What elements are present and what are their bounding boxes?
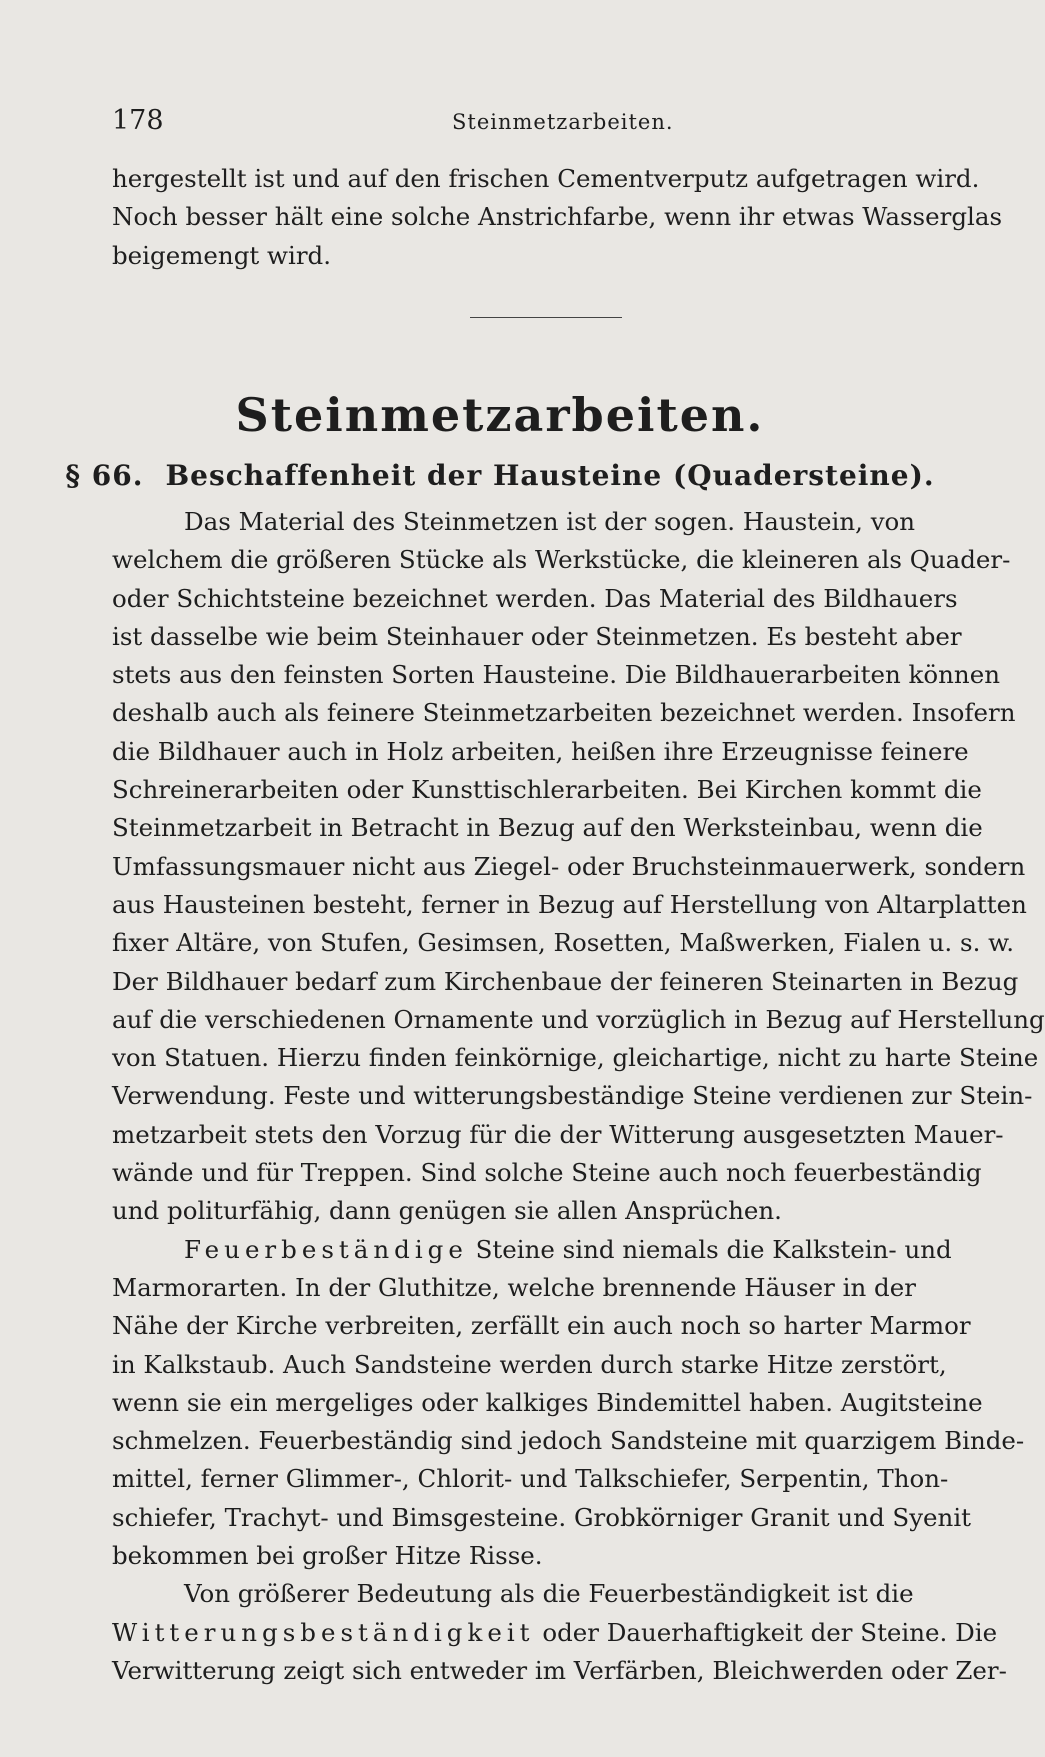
text-line: auf die verschiedenen Ornamente und vorzüglich in Bezug auf Herstellung	[112, 1004, 1045, 1034]
text-line: Marmorarten. In der Gluthitze, welche brennende Häuser in der	[112, 1272, 916, 1302]
text-line: beigemengt wird.	[112, 240, 332, 270]
text-line: aus Hausteinen besteht, ferner in Bezug auf Herstellung von Altarplatten	[112, 889, 1027, 919]
running-title: Steinmetzarbeiten.	[452, 110, 674, 134]
spaced-emphasis: Witterungsbeständigkeit	[112, 1617, 535, 1647]
text-span: Steine sind niemals die Kalkstein- und	[467, 1234, 952, 1264]
text-line: hergestellt ist und auf den frischen Cementverputz aufgetragen wird.	[112, 164, 980, 193]
page-header	[112, 105, 910, 145]
text-line: Schreinerarbeiten oder Kunsttischlerarbeiten. Bei Kirchen kommt die	[112, 775, 982, 805]
text-line: oder Schichtsteine bezeichnet werden. Das Material des Bildhauers	[112, 583, 958, 613]
text-line: ist dasselbe wie beim Steinhauer oder Steinmetzen. Es besteht aber	[112, 621, 962, 651]
section-number: § 66.	[65, 459, 144, 492]
text-line: in Kalkstaub. Auch Sandsteine werden durch starke Hitze zerstört,	[112, 1349, 947, 1379]
intro-text	[112, 160, 1003, 275]
text-line	[112, 1231, 952, 1269]
text-line: fixer Altäre, von Stufen, Gesimsen, Rosetten, Maßwerken, Fialen u. s. w.	[112, 928, 1015, 958]
text-line: wenn sie ein mergeliges oder kalkiges Bindemittel haben. Augitsteine	[112, 1387, 983, 1417]
text-line: die Bildhauer auch in Holz arbeiten, heißen ihre Erzeugnisse feinere	[112, 736, 969, 766]
text-line: wände und für Treppen. Sind solche Steine auch noch feuerbeständig	[112, 1158, 982, 1188]
text-line: Umfassungsmauer nicht aus Ziegel- oder Bruchsteinmauerwerk, sondern	[112, 851, 1026, 881]
section-heading	[0, 459, 1000, 492]
section-title: Beschaffenheit der Hausteine (Quadersteine).	[165, 459, 935, 492]
text-line: stets aus den feinsten Sorten Hausteine. Die Bildhauerarbeiten können	[112, 660, 1000, 690]
separator-rule	[470, 317, 622, 318]
text-line: Nähe der Kirche verbreiten, zerfällt ein auch noch so harter Marmor	[112, 1311, 971, 1341]
text-line: mittel, ferner Glimmer-, Chlorit- und Talkschiefer, Serpentin, Thon-	[112, 1464, 949, 1494]
text-line: welchem die größeren Stücke als Werkstücke, die kleineren als Quader-	[112, 545, 1011, 575]
text-line: deshalb auch als feinere Steinmetzarbeiten bezeichnet werden. Insofern	[112, 698, 1016, 728]
text-line	[112, 1614, 998, 1652]
text-line: Der Bildhauer bedarf zum Kirchenbaue der feineren Steinarten in Bezug	[112, 966, 1019, 996]
text-line: Verwitterung zeigt sich entweder im Verfärben, Bleichwerden oder Zer-	[112, 1655, 1007, 1685]
page-number: 178	[112, 105, 164, 136]
text-span: oder Dauerhaftigkeit der Steine. Die	[534, 1617, 998, 1647]
paragraph-1	[112, 503, 1045, 1690]
text-line: Steinmetzarbeit in Betracht in Bezug auf den Werksteinbau, wenn die	[112, 813, 983, 843]
text-line: und politurfähig, dann genügen sie allen Ansprüchen.	[112, 1196, 782, 1226]
text-line: Noch besser hält eine solche Anstrichfarbe, wenn ihr etwas Wasserglas	[112, 202, 1003, 232]
text-line: von Statuen. Hierzu finden feinkörnige, gleichartige, nicht zu harte Steine	[112, 1043, 1039, 1073]
text-line: Verwendung. Feste und witterungsbeständige Steine verdienen zur Stein-	[112, 1081, 1033, 1111]
text-line: Das Material des Steinmetzen ist der sogen. Haustein, von	[184, 507, 916, 536]
text-line: schiefer, Trachyt- und Bimsgesteine. Grobkörniger Granit und Syenit	[112, 1502, 972, 1532]
spaced-emphasis: Feuerbeständige	[184, 1234, 468, 1264]
text-line: schmelzen. Feuerbeständig sind jedoch Sandsteine mit quarzigem Binde-	[112, 1426, 1025, 1456]
text-line: bekommen bei großer Hitze Risse.	[112, 1541, 543, 1571]
text-line: Von größerer Bedeutung als die Feuerbeständigkeit ist die	[184, 1579, 914, 1609]
text-line: metzarbeit stets den Vorzug für die der Witterung ausgesetzten Mauer-	[112, 1119, 1004, 1149]
chapter-title: Steinmetzarbeiten.	[235, 388, 765, 442]
